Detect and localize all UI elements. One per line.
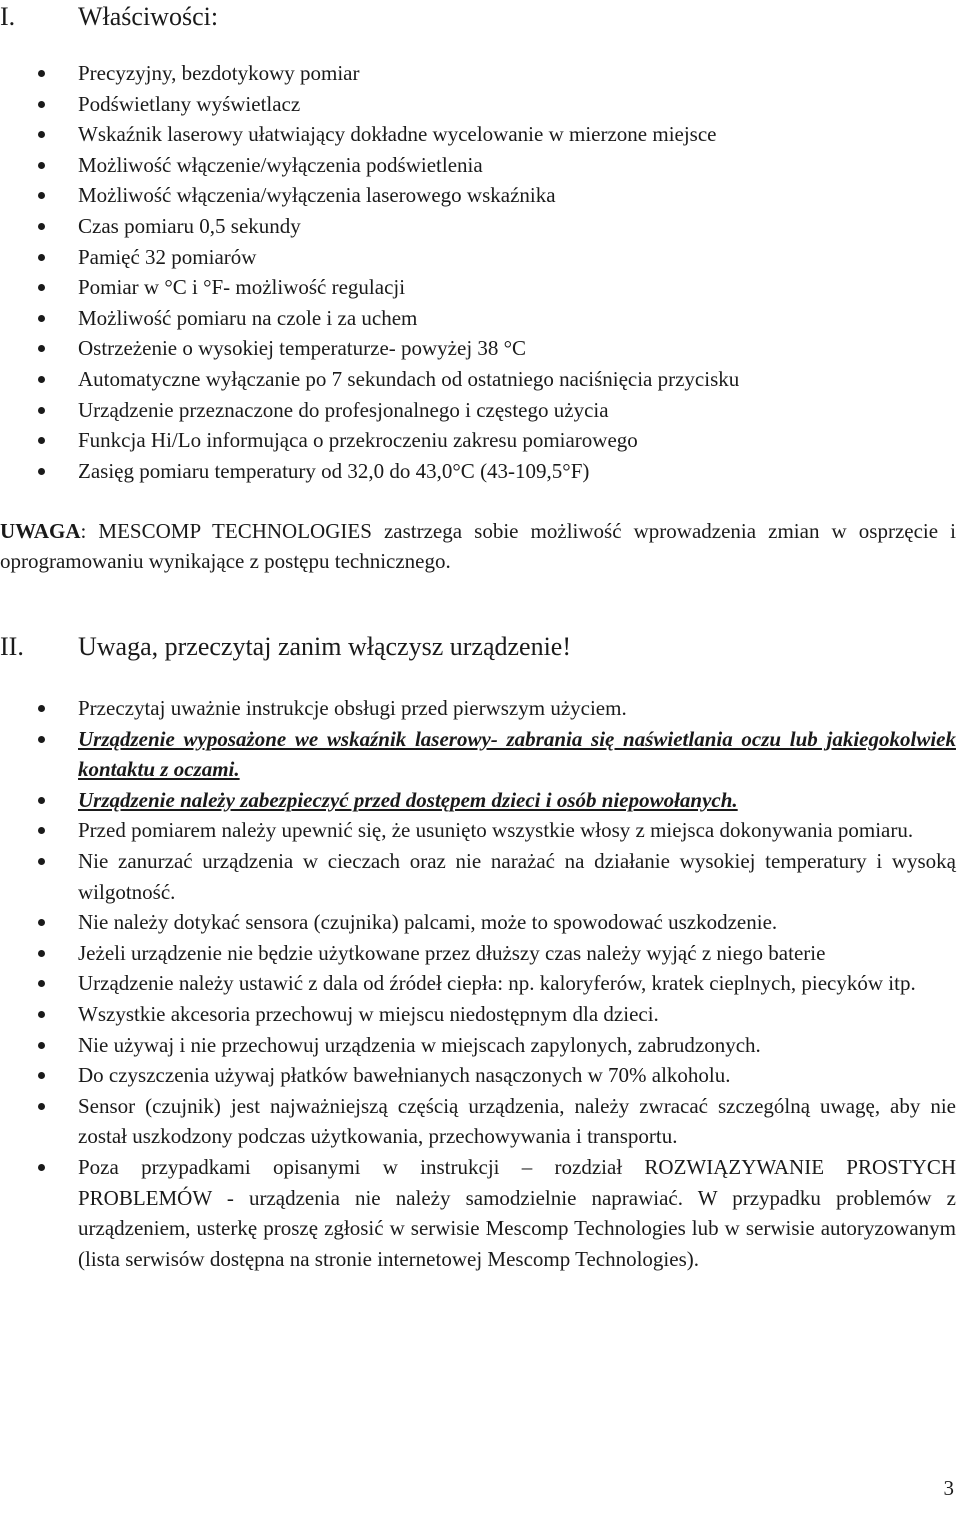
- list-item-text: Zasięg pomiaru temperatury od 32,0 do 43,0°C (43-109,5°F): [78, 458, 590, 483]
- list-item-text: Pomiar w °C i °F- możliwość regulacji: [78, 275, 406, 300]
- bullet-icon: [38, 1042, 45, 1049]
- list-item-text: Możliwość włączenie/wyłączenia podświetlenia: [78, 152, 483, 177]
- list-item: [0, 815, 956, 846]
- bullet-icon: [38, 376, 45, 383]
- bullet-icon: [38, 1011, 45, 1018]
- bullet-icon: [38, 980, 45, 987]
- list-item-text: Podświetlany wyświetlacz: [78, 91, 301, 116]
- list-item: [0, 303, 956, 334]
- bullet-icon: [38, 705, 45, 712]
- section-2-title: Uwaga, przeczytaj zanim włączysz urządzenie!: [78, 632, 571, 661]
- list-item-text: Możliwość włączenia/wyłączenia laserowego wskaźnika: [78, 183, 556, 208]
- list-item-text: Funkcja Hi/Lo informująca o przekroczeniu zakresu pomiarowego: [78, 428, 638, 453]
- bullet-icon: [38, 131, 45, 138]
- list-item: [0, 693, 956, 724]
- list-item: [0, 89, 956, 120]
- list-item-text: Ostrzeżenie o wysokiej temperaturze- powyżej 38 °C: [78, 336, 527, 361]
- list-item: [0, 150, 956, 181]
- list-item-text: Precyzyjny, bezdotykowy pomiar: [78, 61, 360, 85]
- bullet-icon: [38, 254, 45, 261]
- list-item-text: Urządzenie przeznaczone do profesjonalnego i częstego użycia: [78, 397, 609, 422]
- list-item-text: Do czyszczenia używaj płatków bawełnianych nasączonych w 70% alkoholu.: [78, 1063, 731, 1088]
- list-item: [0, 58, 956, 89]
- list-item: [0, 272, 956, 303]
- list-item-text: Automatyczne wyłączanie po 7 sekundach od ostatniego naciśnięcia przycisku: [78, 366, 740, 391]
- warning-note: [0, 516, 956, 576]
- list-item: [0, 1152, 956, 1274]
- list-item-text: Urządzenie należy ustawić z dala od źródeł ciepła: np. kaloryferów, kratek cieplnych, piecyków itp.: [78, 971, 916, 996]
- bullet-icon: [38, 70, 45, 77]
- list-item: [0, 968, 956, 999]
- list-item: [0, 907, 956, 938]
- list-item-text: Urządzenie należy zabezpieczyć przed dostępem dzieci i osób niepowołanych.: [78, 787, 738, 812]
- list-item-text: Wszystkie akcesoria przechowuj w miejscu niedostępnym dla dzieci.: [78, 1001, 659, 1026]
- section-1-heading: [0, 2, 218, 32]
- features-list: [0, 58, 956, 486]
- list-item: [0, 999, 956, 1030]
- bullet-icon: [38, 1164, 45, 1171]
- bullet-icon: [38, 827, 45, 834]
- section-2-heading: [0, 632, 571, 662]
- list-item: [0, 1091, 956, 1152]
- safety-list: [0, 693, 956, 1274]
- list-item: [0, 785, 956, 816]
- list-item-text: Wskaźnik laserowy ułatwiający dokładne wycelowanie w mierzone miejsce: [78, 122, 717, 147]
- list-item: [0, 242, 956, 273]
- list-item-text: Przeczytaj uważnie instrukcje obsługi przed pierwszym użyciem.: [78, 696, 627, 720]
- list-item: [0, 395, 956, 426]
- bullet-icon: [38, 797, 45, 804]
- list-item: [0, 119, 956, 150]
- warning-note-text: : MESCOMP TECHNOLOGIES zastrzega sobie możliwość wprowadzenia zmian w osprzęcie i oprogramowaniu wynikające z postępu technicznego.: [0, 519, 956, 573]
- list-item: [0, 425, 956, 456]
- bullet-icon: [38, 162, 45, 169]
- list-item-text: Jeżeli urządzenie nie będzie użytkowane przez dłuższy czas należy wyjąć z niego baterie: [78, 940, 826, 965]
- bullet-icon: [38, 101, 45, 108]
- bullet-icon: [38, 437, 45, 444]
- list-item: [0, 333, 956, 364]
- section-2-number: II.: [0, 632, 24, 661]
- bullet-icon: [38, 950, 45, 957]
- bullet-icon: [38, 345, 45, 352]
- section-1-title: Właściwości:: [78, 2, 219, 31]
- list-item-text: Możliwość pomiaru na czole i za uchem: [78, 305, 418, 330]
- bullet-icon: [38, 858, 45, 865]
- section-1-number: I.: [0, 2, 16, 31]
- list-item: [0, 1060, 956, 1091]
- bullet-icon: [38, 284, 45, 291]
- list-item-text: Urządzenie wyposażone we wskaźnik laserowy- zabrania się naświetlania oczu lub jakiegokolwiek kontaktu z oczami.: [78, 726, 956, 782]
- bullet-icon: [38, 407, 45, 414]
- list-item-text: Poza przypadkami opisanymi w instrukcji – rozdział ROZWIĄZYWANIE PROSTYCH PROBLEMÓW - urządzenia nie należy samodzielnie naprawiać. W przypadku problemów z urządzeniem, usterkę proszę zgłosić w serwisie Mescomp Technologies lub w serwisie autoryzowanym (lista serwisów dostępna na stronie internetowej Mescomp Technologies).: [78, 1154, 956, 1271]
- list-item-text: Nie należy dotykać sensora (czujnika) palcami, może to spowodować uszkodzenie.: [78, 910, 778, 935]
- list-item: [0, 211, 956, 242]
- bullet-icon: [38, 919, 45, 926]
- bullet-icon: [38, 736, 45, 743]
- list-item-text: Sensor (czujnik) jest najważniejszą częścią urządzenia, należy zwracać szczególną uwagę, aby nie został uszkodzony podczas użytkowania, przechowywania i transportu.: [78, 1093, 956, 1149]
- list-item: [0, 456, 956, 487]
- bullet-icon: [38, 192, 45, 199]
- list-item-text: Czas pomiaru 0,5 sekundy: [78, 213, 301, 238]
- bullet-icon: [38, 223, 45, 230]
- list-item: [0, 1030, 956, 1061]
- list-item: [0, 938, 956, 969]
- bullet-icon: [38, 315, 45, 322]
- bullet-icon: [38, 1103, 45, 1110]
- warning-note-label: UWAGA: [0, 519, 81, 543]
- list-item-text: Przed pomiarem należy upewnić się, że usunięto wszystkie włosy z miejsca dokonywania pomiaru.: [78, 818, 914, 843]
- bullet-icon: [38, 1072, 45, 1079]
- list-item: [0, 180, 956, 211]
- list-item-text: Pamięć 32 pomiarów: [78, 244, 257, 269]
- list-item-text: Nie zanurzać urządzenia w cieczach oraz nie narażać na działanie wysokiej temperatury i wysoką wilgotność.: [78, 848, 956, 904]
- page-number: 3: [943, 1476, 954, 1500]
- bullet-icon: [38, 468, 45, 475]
- list-item: [0, 364, 956, 395]
- list-item: [0, 846, 956, 907]
- list-item: [0, 724, 956, 785]
- list-item-text: Nie używaj i nie przechowuj urządzenia w miejscach zapylonych, zabrudzonych.: [78, 1032, 761, 1057]
